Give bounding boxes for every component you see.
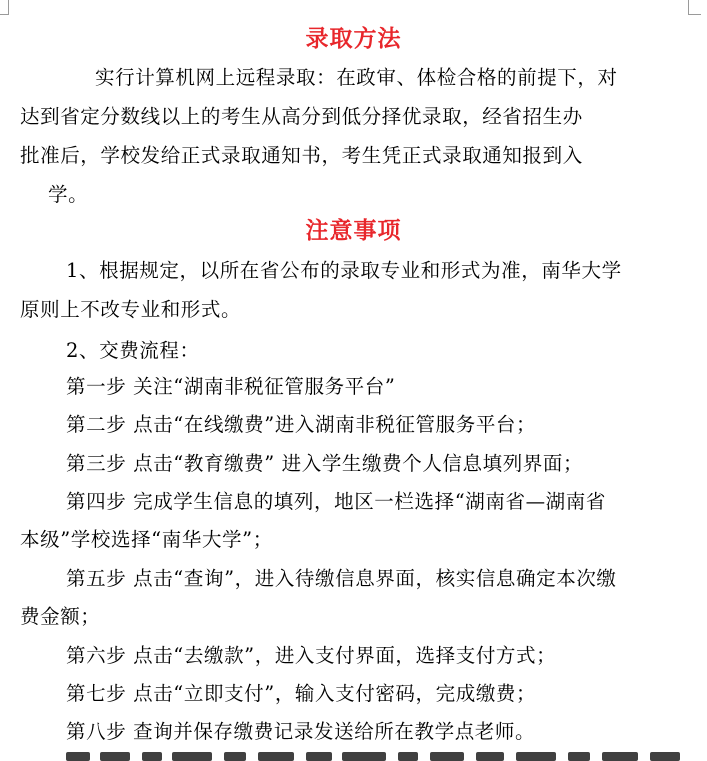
admission-line-3: 批准后，学校发给正式录取通知书，考生凭正式录取通知报到入 bbox=[20, 144, 583, 167]
admission-line-2: 达到省定分数线以上的考生从高分到低分择优录取，经省招生办 bbox=[20, 105, 583, 128]
step-4-line-1: 第四步 完成学生信息的填列，地区一栏选择“湖南省—湖南省 bbox=[66, 490, 606, 513]
step-4-line-2: 本级”学校选择“南华大学”； bbox=[20, 528, 273, 551]
page-corner-mark-right bbox=[688, 0, 701, 15]
rule1-line-2: 原则上不改专业和形式。 bbox=[20, 298, 242, 321]
step-6: 第六步 点击“去缴款”，进入支付界面，选择支付方式； bbox=[66, 644, 557, 667]
rule1-line-1: 1、根据规定，以所在省公布的录取专业和形式为准，南华大学 bbox=[66, 259, 622, 282]
step-7: 第七步 点击“立即支付”，输入支付密码，完成缴费； bbox=[66, 682, 537, 705]
step-3: 第三步 点击“教育缴费” 进入学生缴费个人信息填列界面； bbox=[66, 452, 584, 475]
cut-off-text-line bbox=[20, 752, 707, 761]
step-1: 第一步 关注“湖南非税征管服务平台” bbox=[66, 375, 396, 398]
step-2: 第二步 点击“在线缴费”进入湖南非税征管服务平台； bbox=[66, 413, 537, 436]
step-5-line-2: 费金额； bbox=[20, 605, 101, 628]
page-corner-mark-left bbox=[0, 0, 9, 15]
notes-heading: 注意事项 bbox=[305, 217, 402, 244]
step-8: 第八步 查询并保存缴费记录发送给所在教学点老师。 bbox=[66, 720, 536, 743]
step-5-line-1: 第五步 点击“查询”，进入待缴信息界面，核实信息确定本次缴 bbox=[66, 567, 617, 590]
admission-line-4: 学。 bbox=[48, 183, 89, 206]
admission-line-1: 实行计算机网上远程录取：在政审、体检合格的前提下，对 bbox=[95, 66, 618, 89]
admission-heading: 录取方法 bbox=[305, 25, 402, 52]
rule2-title: 2、交费流程： bbox=[66, 339, 200, 362]
